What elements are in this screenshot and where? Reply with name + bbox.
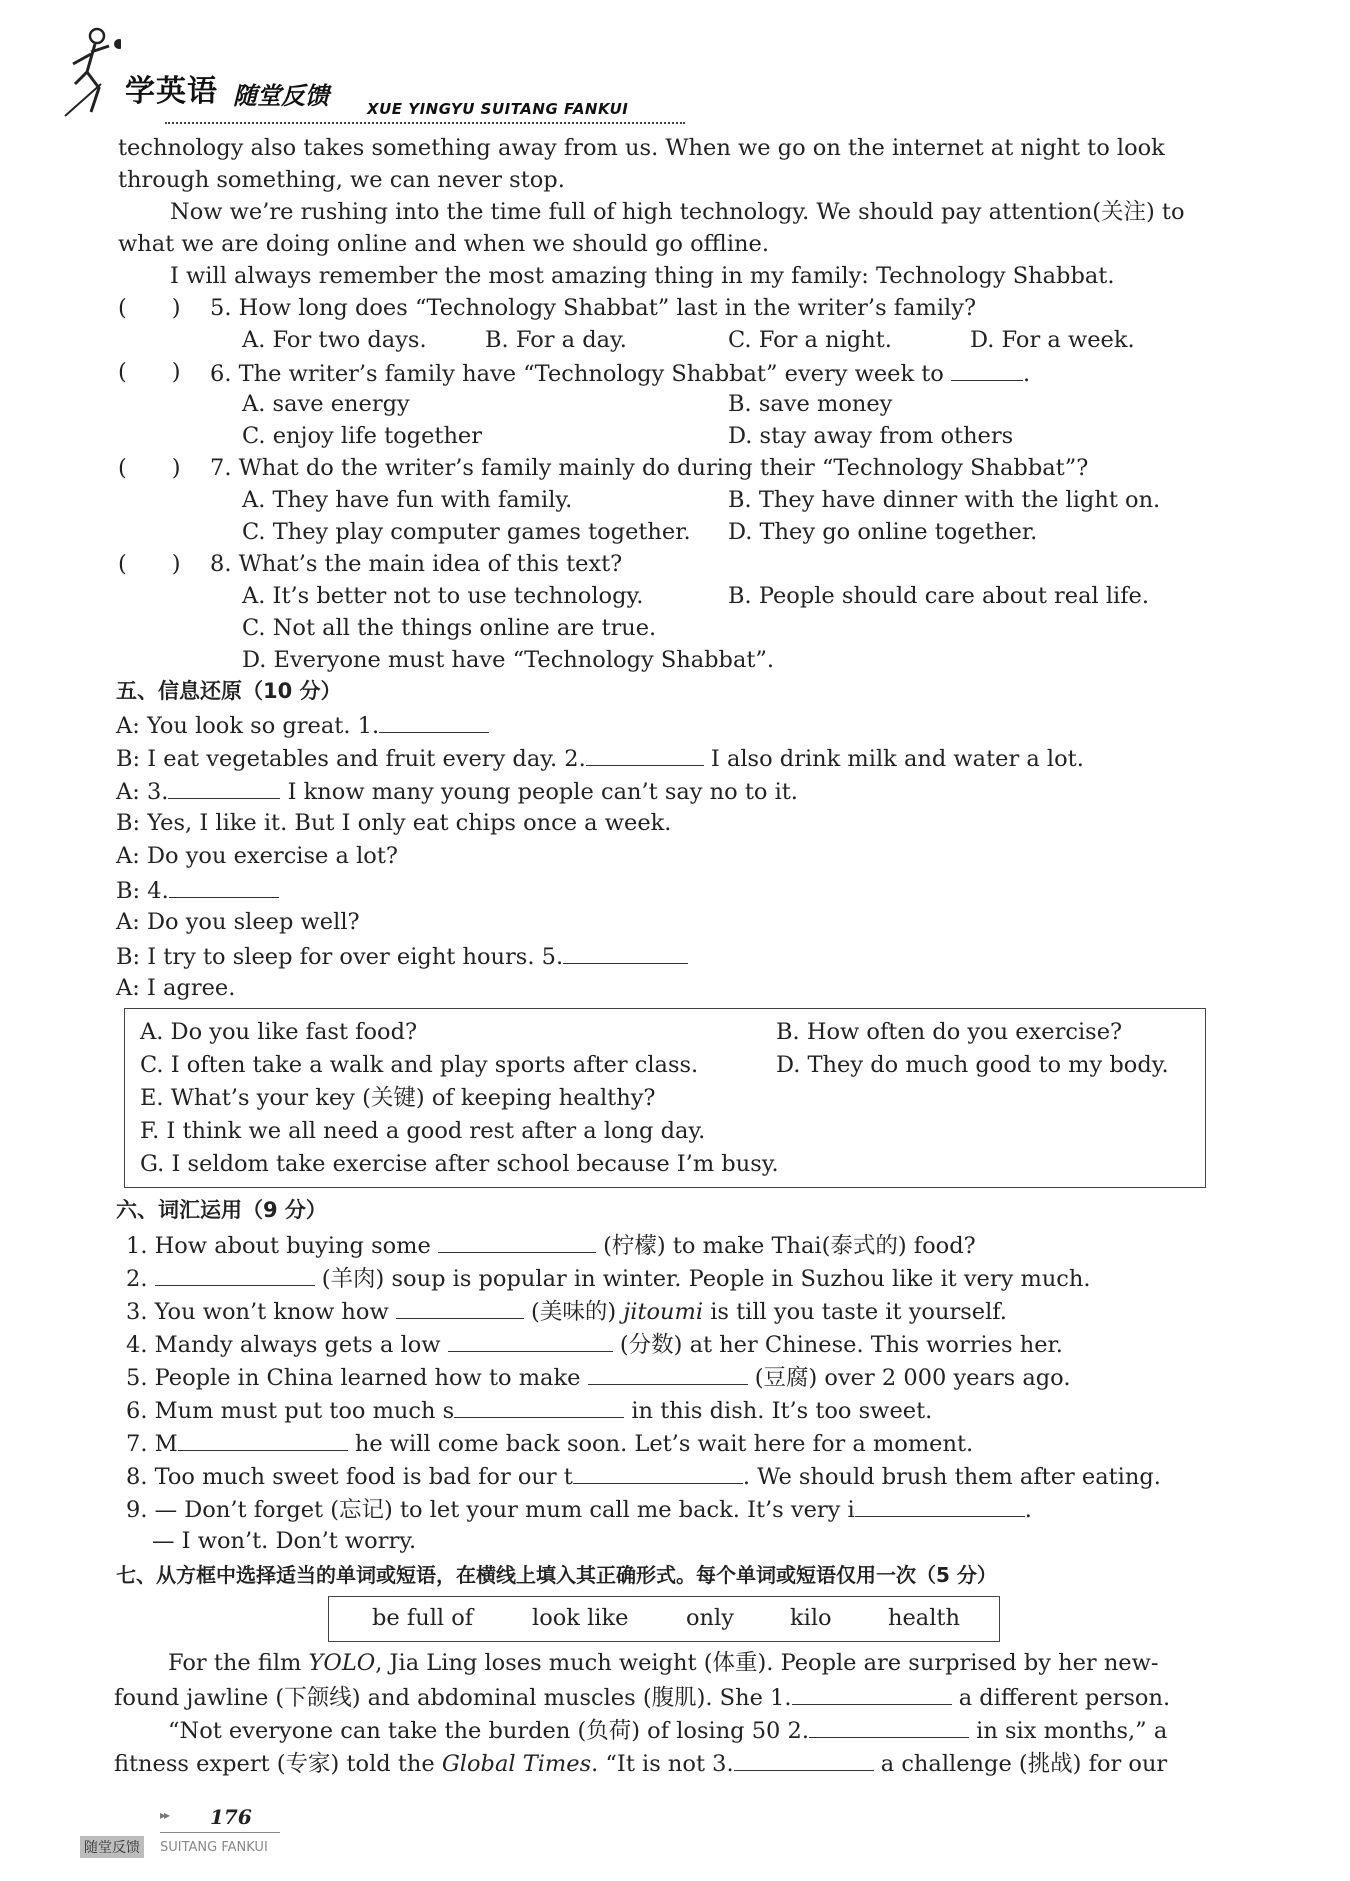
vocab-item: 3. You won’t know how (美味的) jitoumi is till you taste it yourself. bbox=[126, 1296, 1007, 1326]
page-number: 176 bbox=[210, 1805, 252, 1829]
passage-line: through something, we can never stop. bbox=[118, 167, 565, 193]
header-roman: XUE YINGYU SUITANG FANKUI bbox=[367, 100, 629, 118]
option: G. I seldom take exercise after school because I’m busy. bbox=[140, 1151, 779, 1177]
option: A. Do you like fast food? bbox=[140, 1019, 418, 1045]
dialogue-line: A: 3. I know many young people can’t say no to it. bbox=[116, 776, 798, 806]
word-option: be full of bbox=[372, 1605, 474, 1631]
option: B. People should care about real life. bbox=[728, 583, 1150, 609]
dialogue-line: A: Do you sleep well? bbox=[116, 909, 360, 935]
answer-blank[interactable] bbox=[178, 1428, 348, 1451]
option: B. They have dinner with the light on. bbox=[728, 487, 1161, 513]
vocab-item: 7. M he will come back soon. Let’s wait here for a moment. bbox=[126, 1428, 973, 1458]
header-subtitle: 随堂反馈 bbox=[233, 82, 329, 110]
word-option: health bbox=[888, 1605, 960, 1631]
header-divider bbox=[165, 122, 685, 124]
passage-line: what we are doing online and when we should go offline. bbox=[118, 231, 770, 257]
dialogue-line: B: I try to sleep for over eight hours. 5. bbox=[116, 941, 688, 971]
page-header bbox=[55, 18, 655, 128]
answer-blank[interactable] bbox=[155, 1263, 315, 1286]
dialogue-line: A: You look so great. 1. bbox=[116, 710, 489, 740]
question-stem: 8. What’s the main idea of this text? bbox=[210, 551, 623, 577]
option: B. How often do you exercise? bbox=[776, 1019, 1123, 1045]
option: D. For a week. bbox=[970, 327, 1135, 353]
answer-blank[interactable] bbox=[448, 1329, 613, 1352]
option: D. Everyone must have “Technology Shabbat”. bbox=[242, 647, 775, 673]
option: A. save energy bbox=[242, 391, 410, 417]
option: B. For a day. bbox=[485, 327, 627, 353]
dialogue-line: B: 4. bbox=[116, 875, 279, 905]
runner-logo-icon bbox=[61, 24, 121, 120]
option: A. They have fun with family. bbox=[242, 487, 573, 513]
section-title: 五、信息还原（10 分） bbox=[116, 679, 342, 703]
answer-blank[interactable] bbox=[563, 941, 688, 964]
vocab-item: — I won’t. Don’t worry. bbox=[152, 1528, 417, 1554]
answer-blank[interactable] bbox=[573, 1461, 743, 1484]
word-option: only bbox=[686, 1605, 734, 1631]
answer-blank[interactable] bbox=[951, 358, 1023, 381]
passage-line: fitness expert (专家) told the Global Times. “It is not 3. a challenge (挑战) for our bbox=[114, 1748, 1167, 1778]
footer-badge: 随堂反馈 bbox=[80, 1836, 144, 1858]
passage-line: “Not everyone can take the burden (负荷) of losing 50 2. in six months,” a bbox=[168, 1715, 1167, 1745]
word-option: kilo bbox=[790, 1605, 832, 1631]
passage-line: For the film YOLO, Jia Ling loses much weight (体重). People are surprised by her new- bbox=[168, 1650, 1159, 1676]
answer-bracket[interactable]: ( ) bbox=[118, 455, 181, 481]
answer-blank[interactable] bbox=[379, 710, 489, 733]
passage-line: Now we’re rushing into the time full of high technology. We should pay attention(关注) to bbox=[170, 199, 1185, 225]
dialogue-line: A: Do you exercise a lot? bbox=[116, 843, 398, 869]
answer-blank[interactable] bbox=[586, 743, 704, 766]
vocab-item: 1. How about buying some (柠檬) to make Thai(泰式的) food? bbox=[126, 1230, 976, 1260]
answer-blank[interactable] bbox=[169, 875, 279, 898]
option: D. They go online together. bbox=[728, 519, 1038, 545]
header-title: 学英语 bbox=[125, 74, 218, 109]
option: D. They do much good to my body. bbox=[776, 1052, 1169, 1078]
passage-line: I will always remember the most amazing thing in my family: Technology Shabbat. bbox=[170, 263, 1115, 289]
option: C. For a night. bbox=[728, 327, 892, 353]
answer-blank[interactable] bbox=[454, 1395, 624, 1418]
option: B. save money bbox=[728, 391, 893, 417]
vocab-item: 9. — Don’t forget (忘记) to let your mum call me back. It’s very i . bbox=[126, 1494, 1032, 1524]
answer-blank[interactable] bbox=[438, 1230, 596, 1253]
vocab-item: 8. Too much sweet food is bad for our t . We should brush them after eating. bbox=[126, 1461, 1161, 1491]
answer-blank[interactable] bbox=[396, 1296, 524, 1319]
dialogue-line: A: I agree. bbox=[116, 975, 236, 1001]
vocab-item: 2. (羊肉) soup is popular in winter. People in Suzhou like it very much. bbox=[126, 1263, 1091, 1293]
answer-blank[interactable] bbox=[168, 776, 280, 799]
option: F. I think we all need a good rest after a long day. bbox=[140, 1118, 706, 1144]
answer-bracket[interactable]: ( ) bbox=[118, 551, 181, 577]
option: C. enjoy life together bbox=[242, 423, 483, 449]
answer-blank[interactable] bbox=[588, 1362, 748, 1385]
question-stem: 5. How long does “Technology Shabbat” last in the writer’s family? bbox=[210, 295, 977, 321]
vocab-item: 6. Mum must put too much s in this dish. It’s too sweet. bbox=[126, 1395, 932, 1425]
passage-line: technology also takes something away from us. When we go on the internet at night to look bbox=[118, 135, 1165, 161]
word-option: look like bbox=[532, 1605, 629, 1631]
option: C. I often take a walk and play sports after class. bbox=[140, 1052, 699, 1078]
dialogue-line: B: Yes, I like it. But I only eat chips once a week. bbox=[116, 810, 672, 836]
answer-blank[interactable] bbox=[734, 1748, 874, 1771]
option: A. It’s better not to use technology. bbox=[242, 583, 644, 609]
passage-line: found jawline (下颌线) and abdominal muscles (腹肌). She 1. a different person. bbox=[114, 1682, 1170, 1712]
option: E. What’s your key (关键) of keeping healthy? bbox=[140, 1085, 656, 1111]
answer-blank[interactable] bbox=[792, 1682, 952, 1705]
answer-bracket[interactable]: ( ) bbox=[118, 295, 181, 321]
dialogue-line: B: I eat vegetables and fruit every day. 2. I also drink milk and water a lot. bbox=[116, 743, 1084, 773]
footer-roman: SUITANG FANKUI bbox=[160, 1840, 268, 1855]
option: C. They play computer games together. bbox=[242, 519, 691, 545]
footer-divider bbox=[160, 1832, 280, 1833]
section-title: 七、从方框中选择适当的单词或短语，在横线上填入其正确形式。每个单词或短语仅用一次（5 分） bbox=[116, 1563, 997, 1587]
vocab-item: 5. People in China learned how to make (豆腐) over 2 000 years ago. bbox=[126, 1362, 1071, 1392]
question-stem: 6. The writer’s family have “Technology Shabbat” every week to . bbox=[210, 358, 1030, 388]
answer-bracket[interactable]: ( ) bbox=[118, 359, 181, 385]
option: A. For two days. bbox=[242, 327, 427, 353]
question-stem: 7. What do the writer’s family mainly do during their “Technology Shabbat”? bbox=[210, 455, 1089, 481]
option: D. stay away from others bbox=[728, 423, 1014, 449]
arrow-icon: ▸▸ bbox=[160, 1808, 169, 1822]
answer-blank[interactable] bbox=[809, 1715, 969, 1738]
answer-blank[interactable] bbox=[855, 1494, 1025, 1517]
vocab-item: 4. Mandy always gets a low (分数) at her Chinese. This worries her. bbox=[126, 1329, 1063, 1359]
option: C. Not all the things online are true. bbox=[242, 615, 657, 641]
section-title: 六、词汇运用（9 分） bbox=[116, 1198, 327, 1222]
